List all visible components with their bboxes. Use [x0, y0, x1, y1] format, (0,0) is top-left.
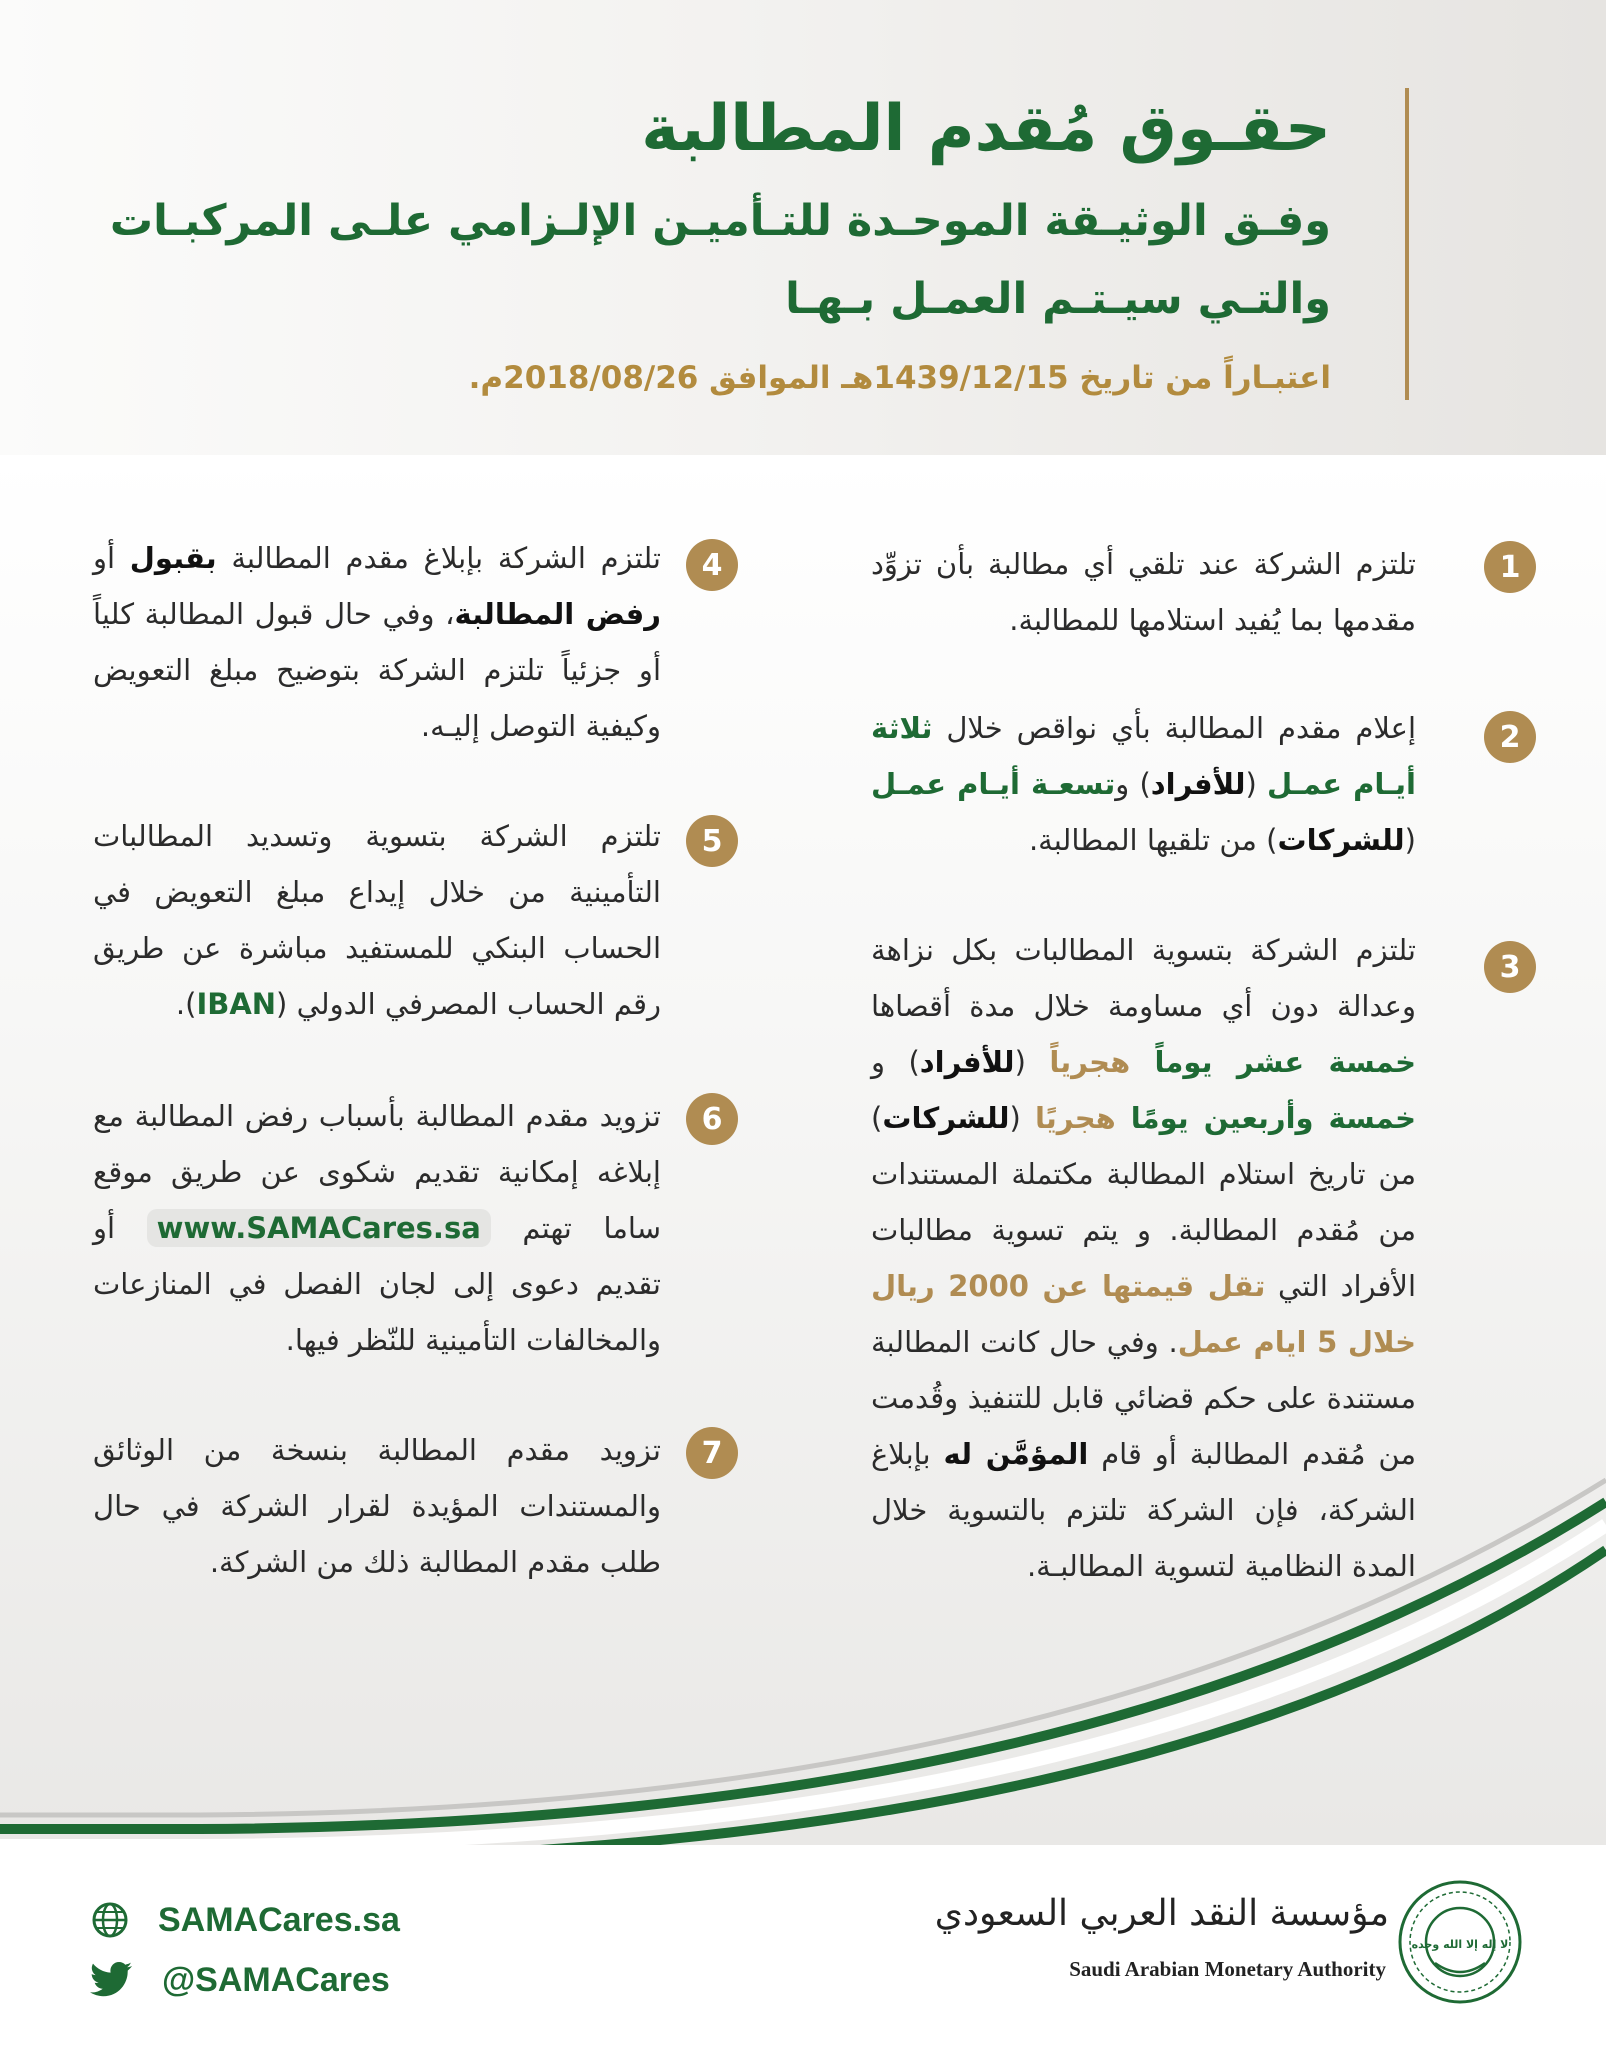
- item-3-segment: تلتزم الشركة بتسوية المطالبات بكل نزاهة وعدالة دون أي مساومة خلال مدة أقصاها: [871, 933, 1416, 1023]
- item-3-segment: هجرياً: [1049, 1045, 1131, 1079]
- item-2-segment: للشركات: [1277, 823, 1405, 857]
- item-4-segment: أو: [93, 541, 130, 575]
- item-3-segment: خمسة وأربعين يومًا: [1115, 1101, 1416, 1135]
- page-title: حقـوق مُقدم المطالبة: [641, 92, 1331, 166]
- sama-logo-arabic-name: مؤسسة النقد العربي السعودي: [934, 1893, 1389, 1934]
- item-3-segment: ) و: [871, 1045, 920, 1079]
- subtitle-line-1: وفـق الوثيـقة الموحـدة للتـأميـن الإلـزامي علـى المركبـات: [109, 196, 1331, 246]
- item-3-segment: ) من تاريخ استلام المطالبة مكتملة المستندات من مُقدم المطالبة. و يتم تسوية مطالبات الأفراد التي: [871, 1101, 1417, 1303]
- website-link[interactable]: [90, 1900, 400, 1940]
- effective-date: اعتبـاراً من تاريخ 1439/12/15هـ الموافق 2018/08/26م.: [468, 360, 1331, 396]
- item-5-segment: IBAN: [196, 987, 277, 1021]
- globe-icon: [90, 1900, 130, 1940]
- item-2-segment: ) من تلقيها المطالبة.: [1028, 823, 1278, 857]
- item-4-segment: ، وفي حال قبول المطالبة كلياً أو جزئياً تلتزم الشركة بتوضيح مبلغ التعويض وكيفية التوصل إليـه.: [93, 597, 661, 743]
- item-2-segment: تسعـة أيـام عمـل: [871, 767, 1116, 801]
- item-5-number-badge: 5: [686, 815, 738, 867]
- item-4-segment: بقبول: [129, 541, 217, 575]
- item-3-segment: المؤمَّن له: [943, 1437, 1089, 1471]
- item-6-number-badge: 6: [686, 1093, 738, 1145]
- item-4-segment: تلتزم الشركة بإبلاغ مقدم المطالبة: [216, 541, 661, 575]
- sama-seal-icon: [1395, 1877, 1525, 2007]
- sama-logo-english-name: Saudi Arabian Monetary Authority: [1069, 1957, 1386, 1981]
- item-3-segment: هجريًا: [1034, 1101, 1116, 1135]
- twitter-handle: @SAMACares: [162, 1960, 390, 1999]
- subtitle-line-2: والتـي سيـتـم العمـل بـهـا: [785, 274, 1331, 324]
- item-2-segment: ) و: [1115, 767, 1151, 801]
- item-3-segment: للأفراد: [919, 1045, 1015, 1079]
- item-5-segment: تلتزم الشركة بتسوية وتسديد المطالبات التأمينية من خلال إيداع مبلغ التعويض في الحساب البنكي للمستفيد مباشرة عن طريق رقم الحساب المصرفي الدولي (: [93, 819, 661, 1021]
- item-6-segment: تزويد مقدم المطالبة بأسباب رفض المطالبة مع إبلاغه إمكانية تقديم شكوى عن طريق موقع ساما تهتم: [93, 1099, 661, 1245]
- item-2-segment: ثلاثة أيـام عمـل: [871, 711, 1416, 801]
- item-3-number-badge: 3: [1484, 941, 1536, 993]
- item-1-segment: تلتزم الشركة عند تلقي أي مطالبة بأن تزوِّد مقدمها بما يُفيد استلامها للمطالبة.: [871, 547, 1416, 637]
- item-2-segment: (: [1404, 823, 1416, 857]
- twitter-link[interactable]: [90, 1960, 390, 2000]
- item-2-segment: (: [1245, 767, 1268, 801]
- item-3-segment: خمسة عشر يوماً: [1130, 1045, 1416, 1079]
- item-7-number-badge: 7: [686, 1427, 738, 1479]
- website-text: SAMACares.sa: [158, 1900, 400, 1939]
- item-1-number-badge: 1: [1484, 541, 1536, 593]
- item-2-segment: إعلام مقدم المطالبة بأي نواقص خلال: [932, 711, 1416, 745]
- item-3-segment: تقل قيمتها عن 2000 ريال خلال 5 ايام عمل: [871, 1269, 1416, 1359]
- footer-background: [0, 1845, 1606, 2048]
- item-4-segment: رفض المطالبة: [454, 597, 661, 631]
- item-7-segment: تزويد مقدم المطالبة بنسخة من الوثائق والمستندات المؤيدة لقرار الشركة في حال طلب مقدم المطالبة ذلك من الشركة.: [93, 1433, 661, 1579]
- item-3-segment: . وفي حال كانت المطالبة مستندة على حكم قضائي قابل للتنفيذ وقُدمت من مُقدم المطالبة أو قام: [871, 1325, 1417, 1471]
- item-5-segment: ).: [175, 987, 197, 1021]
- samacares-website-link[interactable]: www.SAMACares.sa: [147, 1209, 491, 1247]
- item-3-segment: (: [1009, 1101, 1035, 1135]
- item-6-segment: أو تقديم دعوى إلى لجان الفصل في المنازعات والمخالفات التأمينية للنّظر فيها.: [93, 1211, 661, 1357]
- item-2-segment: للأفراد: [1150, 767, 1246, 801]
- twitter-bird-icon: [90, 1960, 134, 2000]
- item-3-segment: للشركات: [882, 1101, 1010, 1135]
- item-3-segment: بإبلاغ الشركة، فإن الشركة تلتزم بالتسوية خلال المدة النظامية لتسوية المطالبـة.: [871, 1437, 1416, 1583]
- item-4-number-badge: 4: [686, 539, 738, 591]
- item-3-segment: (: [1014, 1045, 1050, 1079]
- item-2-number-badge: 2: [1484, 711, 1536, 763]
- seal-inscription: لا إله إلا الله وحده: [1411, 1938, 1509, 1951]
